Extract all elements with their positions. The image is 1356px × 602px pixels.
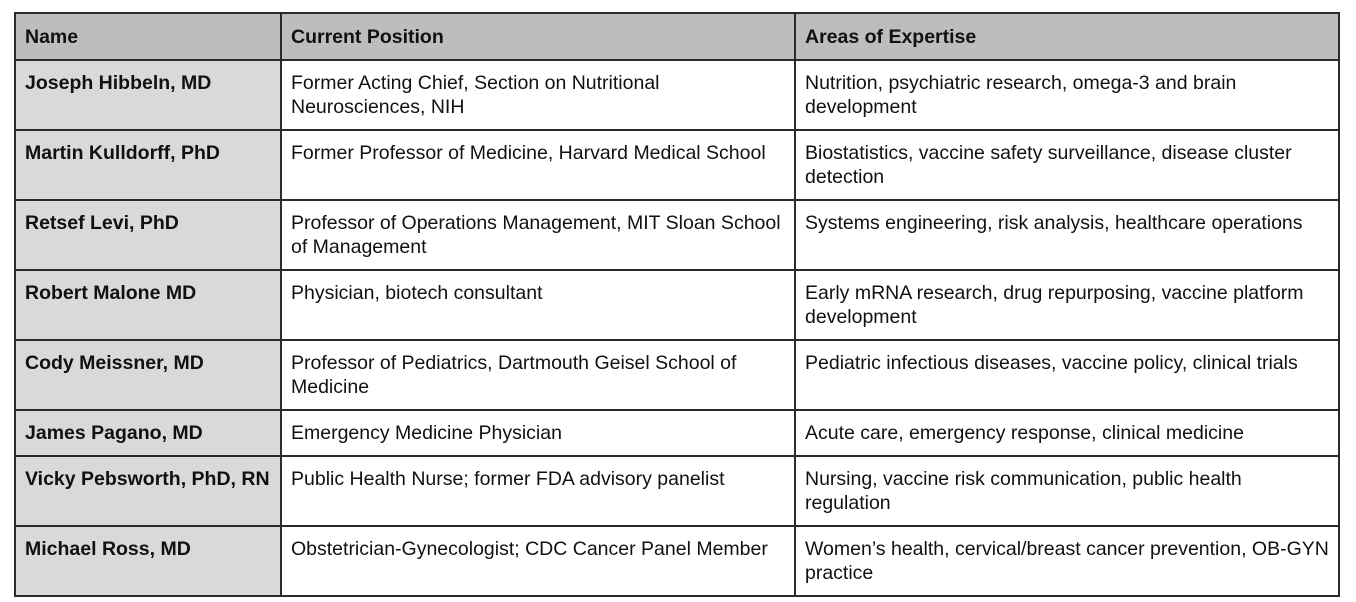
cell-expertise: Nutrition, psychiatric research, omega-3 and brain development (795, 60, 1339, 130)
header-row (15, 13, 1339, 60)
cell-expertise: Nursing, vaccine risk communication, public health regulation (795, 456, 1339, 526)
cell-name: Martin Kulldorff, PhD (15, 130, 281, 200)
cell-expertise: Acute care, emergency response, clinical medicine (795, 410, 1339, 456)
cell-expertise: Early mRNA research, drug repurposing, vaccine platform development (795, 270, 1339, 340)
cell-position: Public Health Nurse; former FDA advisory panelist (281, 456, 795, 526)
table-row (15, 526, 1339, 596)
cell-name: Vicky Pebsworth, PhD, RN (15, 456, 281, 526)
cell-position: Obstetrician-Gynecologist; CDC Cancer Panel Member (281, 526, 795, 596)
column-header-name: Name (15, 13, 281, 60)
table-row (15, 200, 1339, 270)
members-table (14, 12, 1340, 597)
cell-expertise: Women’s health, cervical/breast cancer prevention, OB-GYN practice (795, 526, 1339, 596)
table-header (15, 13, 1339, 60)
cell-name: Cody Meissner, MD (15, 340, 281, 410)
cell-position: Former Acting Chief, Section on Nutritional Neurosciences, NIH (281, 60, 795, 130)
cell-position: Professor of Pediatrics, Dartmouth Geisel School of Medicine (281, 340, 795, 410)
cell-position: Professor of Operations Management, MIT Sloan School of Management (281, 200, 795, 270)
cell-position: Physician, biotech consultant (281, 270, 795, 340)
cell-expertise: Systems engineering, risk analysis, healthcare operations (795, 200, 1339, 270)
cell-expertise: Pediatric infectious diseases, vaccine policy, clinical trials (795, 340, 1339, 410)
cell-name: James Pagano, MD (15, 410, 281, 456)
cell-name: Michael Ross, MD (15, 526, 281, 596)
cell-position: Former Professor of Medicine, Harvard Medical School (281, 130, 795, 200)
table-row (15, 340, 1339, 410)
column-header-expertise: Areas of Expertise (795, 13, 1339, 60)
table-row (15, 60, 1339, 130)
cell-name: Retsef Levi, PhD (15, 200, 281, 270)
cell-position: Emergency Medicine Physician (281, 410, 795, 456)
table-row (15, 270, 1339, 340)
table-row (15, 456, 1339, 526)
cell-name: Joseph Hibbeln, MD (15, 60, 281, 130)
cell-name: Robert Malone MD (15, 270, 281, 340)
cell-expertise: Biostatistics, vaccine safety surveillance, disease cluster detection (795, 130, 1339, 200)
table-row (15, 410, 1339, 456)
table-body (15, 60, 1339, 596)
table-row (15, 130, 1339, 200)
column-header-position: Current Position (281, 13, 795, 60)
